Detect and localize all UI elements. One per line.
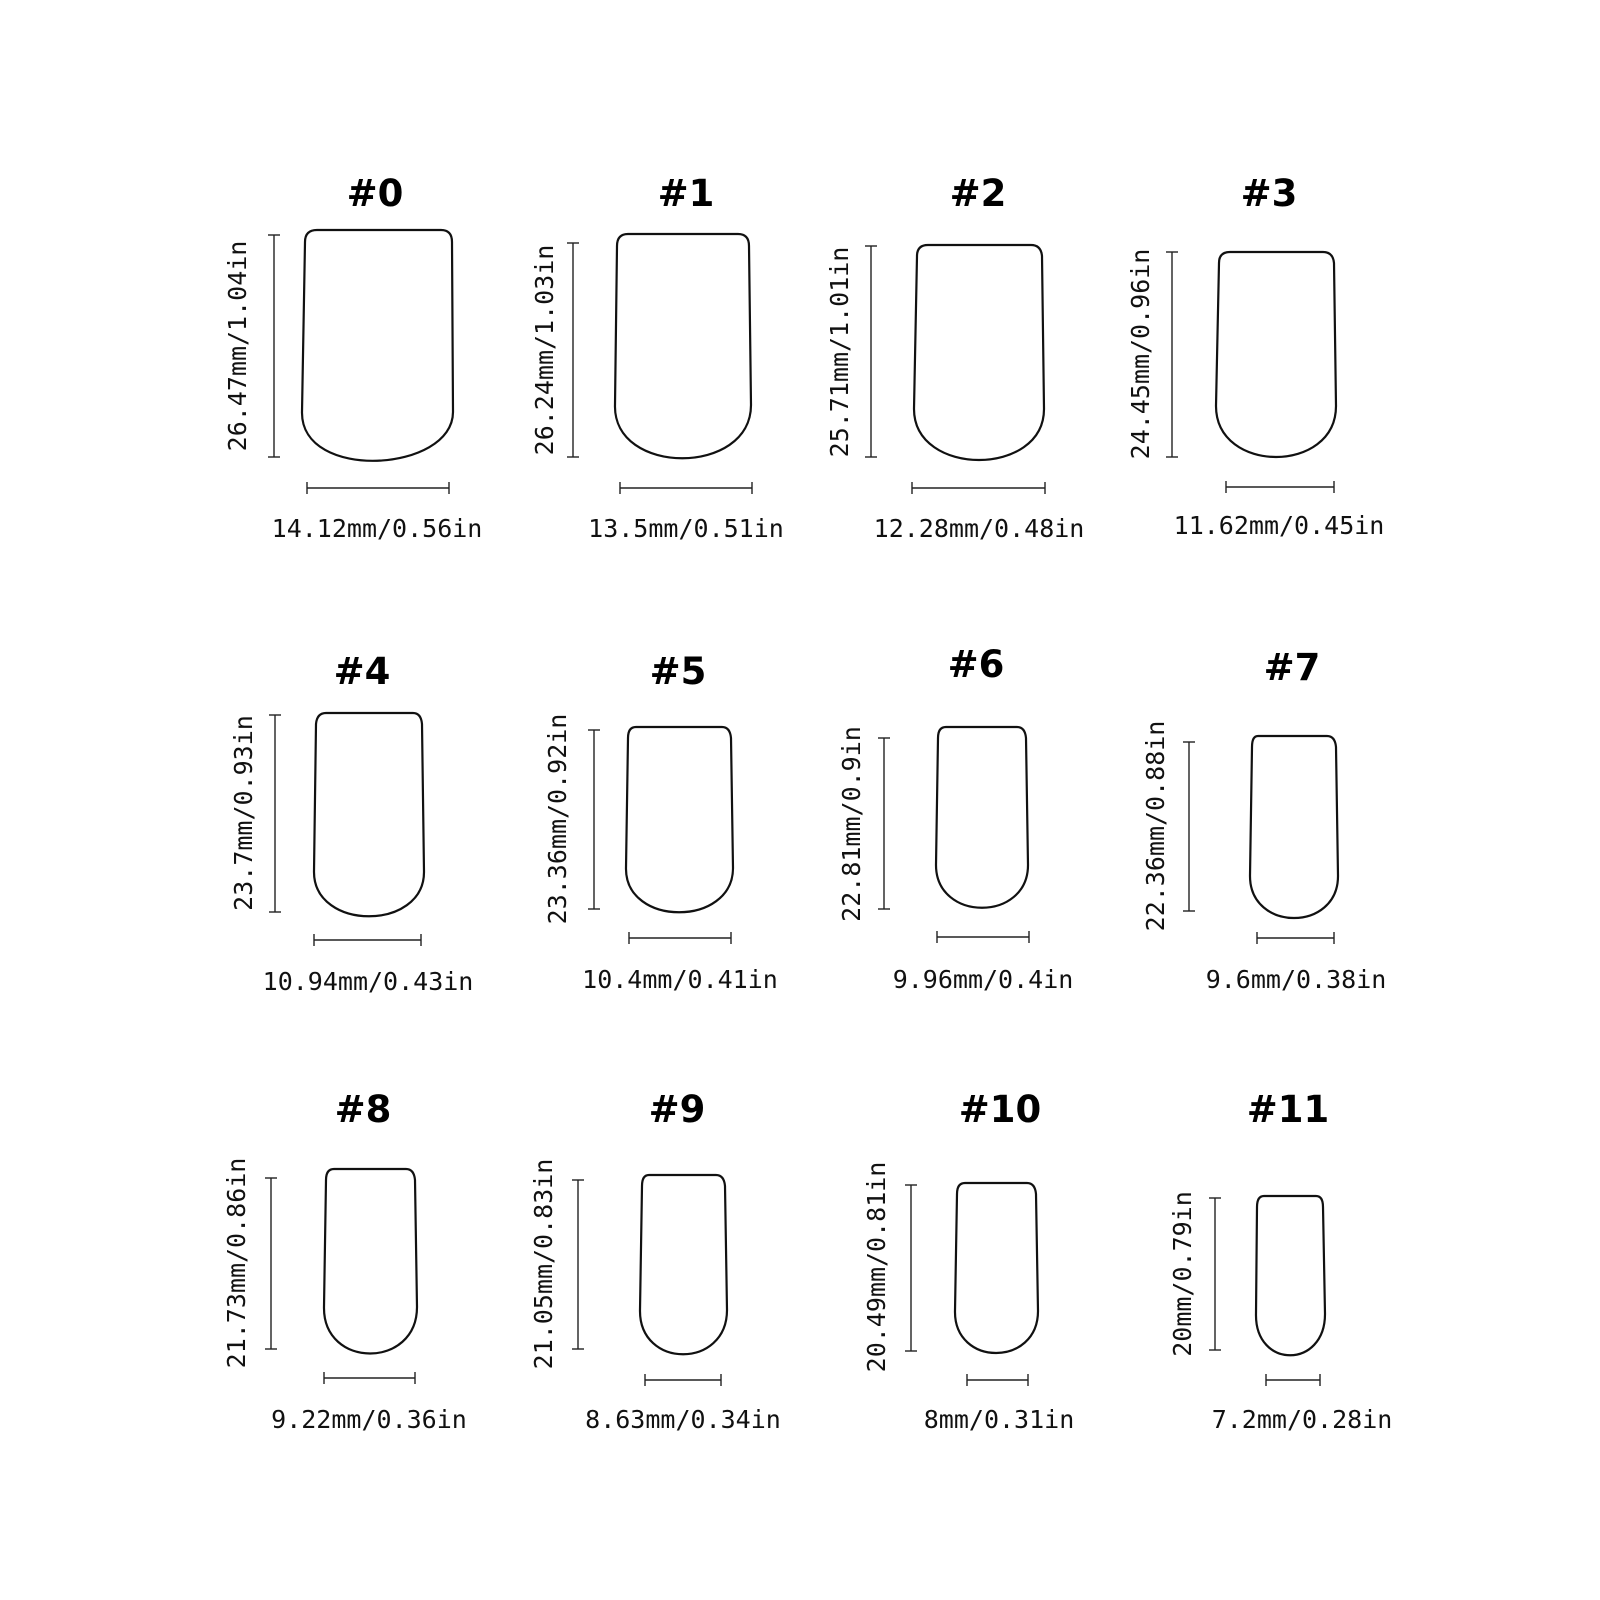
nail-outline xyxy=(914,245,1044,460)
size-label: #1 xyxy=(657,172,715,215)
size-label: #3 xyxy=(1240,172,1298,215)
size-label: #5 xyxy=(649,650,707,693)
length-label: 20mm/0.79in xyxy=(1168,1191,1197,1357)
length-dimension xyxy=(269,715,281,912)
nail-outline xyxy=(1256,1196,1325,1355)
width-label: 8mm/0.31in xyxy=(923,1405,1075,1434)
length-dimension xyxy=(878,738,890,909)
width-label: 14.12mm/0.56in xyxy=(271,514,483,543)
length-label: 21.05mm/0.83in xyxy=(529,1158,558,1370)
width-dimension xyxy=(1226,481,1334,493)
length-label: 23.36mm/0.92in xyxy=(543,713,572,925)
nail-outline xyxy=(1250,736,1338,918)
width-dimension xyxy=(314,934,421,946)
width-dimension xyxy=(1266,1374,1320,1386)
length-label: 25.71mm/1.01in xyxy=(825,246,854,458)
size-label: #2 xyxy=(949,172,1007,215)
length-label: 23.7mm/0.93in xyxy=(229,715,258,911)
width-dimension xyxy=(324,1372,415,1384)
nail-size-2 xyxy=(825,172,1084,543)
size-label: #10 xyxy=(958,1088,1042,1131)
width-dimension xyxy=(620,482,752,494)
size-label: #4 xyxy=(333,650,391,693)
length-dimension xyxy=(905,1185,917,1351)
width-label: 10.4mm/0.41in xyxy=(582,965,778,994)
width-label: 7.2mm/0.28in xyxy=(1211,1405,1393,1434)
width-label: 8.63mm/0.34in xyxy=(585,1405,781,1434)
nail-outline xyxy=(955,1183,1038,1353)
nail-size-5 xyxy=(543,650,778,994)
nail-size-10 xyxy=(862,1088,1074,1434)
length-dimension xyxy=(268,235,280,457)
width-label: 9.6mm/0.38in xyxy=(1205,965,1387,994)
nail-outline xyxy=(936,727,1028,908)
length-label: 24.45mm/0.96in xyxy=(1126,248,1155,460)
width-dimension xyxy=(937,931,1029,943)
width-dimension xyxy=(1257,932,1334,944)
width-label: 11.62mm/0.45in xyxy=(1173,511,1385,540)
nail-outline xyxy=(640,1175,727,1354)
width-label: 12.28mm/0.48in xyxy=(873,514,1085,543)
nail-outline xyxy=(626,727,733,912)
length-dimension xyxy=(1209,1198,1221,1350)
length-dimension xyxy=(588,730,600,909)
width-dimension xyxy=(912,482,1045,494)
nail-size-1 xyxy=(530,172,784,543)
nail-outline xyxy=(302,230,453,461)
nail-size-8 xyxy=(222,1088,467,1434)
width-dimension xyxy=(307,482,449,494)
size-label: #9 xyxy=(648,1088,706,1131)
length-dimension xyxy=(1166,252,1178,457)
width-dimension xyxy=(967,1374,1028,1386)
nail-outline xyxy=(314,713,424,916)
size-label: #6 xyxy=(947,643,1005,686)
length-label: 26.47mm/1.04in xyxy=(223,240,252,452)
length-dimension xyxy=(865,246,877,457)
length-dimension xyxy=(567,243,579,457)
length-label: 22.36mm/0.88in xyxy=(1141,720,1170,932)
size-label: #7 xyxy=(1263,646,1321,689)
nail-size-9 xyxy=(529,1088,781,1434)
nail-size-0 xyxy=(223,172,482,543)
width-label: 13.5mm/0.51in xyxy=(588,514,784,543)
length-label: 26.24mm/1.03in xyxy=(530,244,559,456)
length-dimension xyxy=(1183,742,1195,911)
width-label: 10.94mm/0.43in xyxy=(262,967,474,996)
nail-outline xyxy=(1216,252,1336,457)
nail-size-4 xyxy=(229,650,473,996)
width-dimension xyxy=(629,932,731,944)
nail-outline xyxy=(324,1169,417,1354)
size-label: #0 xyxy=(346,172,404,215)
length-label: 20.49mm/0.81in xyxy=(862,1161,891,1373)
length-dimension xyxy=(572,1180,584,1349)
nail-size-7 xyxy=(1141,646,1386,994)
nail-size-3 xyxy=(1126,172,1384,540)
length-label: 21.73mm/0.86in xyxy=(222,1157,251,1369)
length-dimension xyxy=(265,1178,277,1349)
size-label: #8 xyxy=(334,1088,392,1131)
nail-size-11 xyxy=(1168,1088,1392,1434)
size-label: #11 xyxy=(1246,1088,1330,1131)
length-label: 22.81mm/0.9in xyxy=(837,726,866,922)
width-dimension xyxy=(645,1374,721,1386)
width-label: 9.96mm/0.4in xyxy=(892,965,1074,994)
width-label: 9.22mm/0.36in xyxy=(271,1405,467,1434)
nail-size-6 xyxy=(837,643,1073,994)
nail-outline xyxy=(615,234,751,458)
